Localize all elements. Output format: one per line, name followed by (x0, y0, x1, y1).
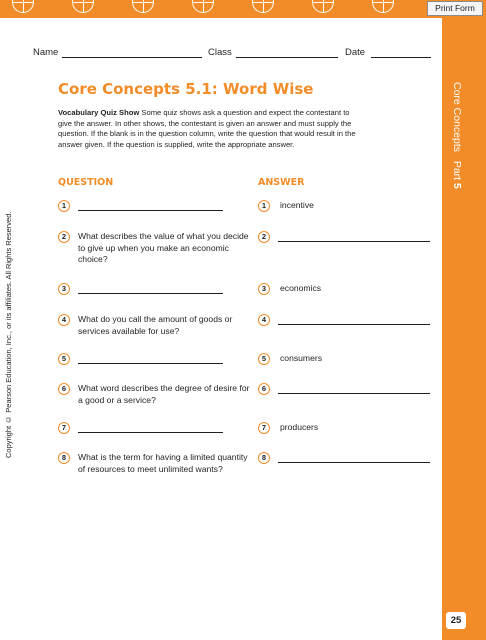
question-column-heading: QUESTION (58, 177, 114, 188)
date-label: Date (345, 47, 366, 58)
globe-icon (372, 0, 394, 13)
question-number-8: 8 (58, 452, 70, 464)
answer-text-3: economics (280, 283, 322, 293)
answer-field-6[interactable] (278, 393, 430, 394)
globe-icon (12, 0, 34, 13)
question-number-2: 2 (58, 231, 70, 243)
section-name: Core Concepts (451, 82, 463, 153)
globe-icon (72, 0, 94, 13)
answer-field-2[interactable] (278, 241, 430, 242)
answer-text-1: incentive (280, 200, 314, 210)
globe-icon (312, 0, 334, 13)
question-number-6: 6 (58, 383, 70, 395)
date-field[interactable] (371, 57, 431, 58)
instructions-heading: Vocabulary Quiz Show (58, 108, 140, 117)
answer-number-4: 4 (258, 314, 270, 326)
answer-number-5: 5 (258, 353, 270, 365)
worksheet-title: Core Concepts 5.1: Word Wise (58, 80, 314, 98)
class-field[interactable] (236, 57, 338, 58)
question-field-7[interactable] (78, 432, 223, 433)
answer-number-1: 1 (258, 200, 270, 212)
answer-field-4[interactable] (278, 324, 430, 325)
globe-icon (132, 0, 154, 13)
question-field-5[interactable] (78, 363, 223, 364)
part-word: Part (451, 160, 463, 181)
question-text-2: What describes the value of what you decide to give up when you make an economic choice? (78, 231, 249, 264)
answer-number-6: 6 (258, 383, 270, 395)
question-number-5: 5 (58, 353, 70, 365)
name-field[interactable] (62, 57, 202, 58)
answer-text-5: consumers (280, 353, 323, 363)
page-number: 25 (446, 612, 466, 629)
globe-icon (252, 0, 274, 13)
instructions-text: Some quiz shows ask a question and expect the contestant to give the answer. In other shows, the contestant is given an answer and must supply the question. If the blank is in the question column, write the question that would result in the answer given. If the question is supplied, write the appropriate answer. (58, 108, 356, 149)
sidebar-section-label (451, 82, 463, 189)
answer-number-8: 8 (258, 452, 270, 464)
question-number-3: 3 (58, 283, 70, 295)
question-number-7: 7 (58, 422, 70, 434)
name-label: Name (33, 47, 59, 58)
question-text-4: What do you call the amount of goods or services available for use? (78, 314, 233, 336)
top-banner (0, 0, 486, 18)
question-number-4: 4 (58, 314, 70, 326)
class-label: Class (208, 47, 232, 58)
answer-field-8[interactable] (278, 462, 430, 463)
right-sidebar (442, 18, 486, 640)
globe-icon (192, 0, 214, 13)
question-text-6: What word describes the degree of desire for a good or a service? (78, 383, 250, 405)
answer-text-7: producers (280, 422, 319, 432)
instructions (58, 108, 358, 150)
part-number: 5 (451, 183, 463, 189)
answer-number-3: 3 (258, 283, 270, 295)
answer-number-2: 2 (258, 231, 270, 243)
question-field-3[interactable] (78, 293, 223, 294)
answer-column-heading: ANSWER (258, 177, 305, 188)
question-text-8: What is the term for having a limited quantity of resources to meet unlimited wants? (78, 452, 248, 474)
answer-number-7: 7 (258, 422, 270, 434)
copyright-notice: Copyright © Pearson Education, Inc., or its affiliates. All Rights Reserved. (4, 211, 13, 459)
print-form-button[interactable]: Print Form (427, 1, 483, 16)
question-field-1[interactable] (78, 210, 223, 211)
question-number-1: 1 (58, 200, 70, 212)
